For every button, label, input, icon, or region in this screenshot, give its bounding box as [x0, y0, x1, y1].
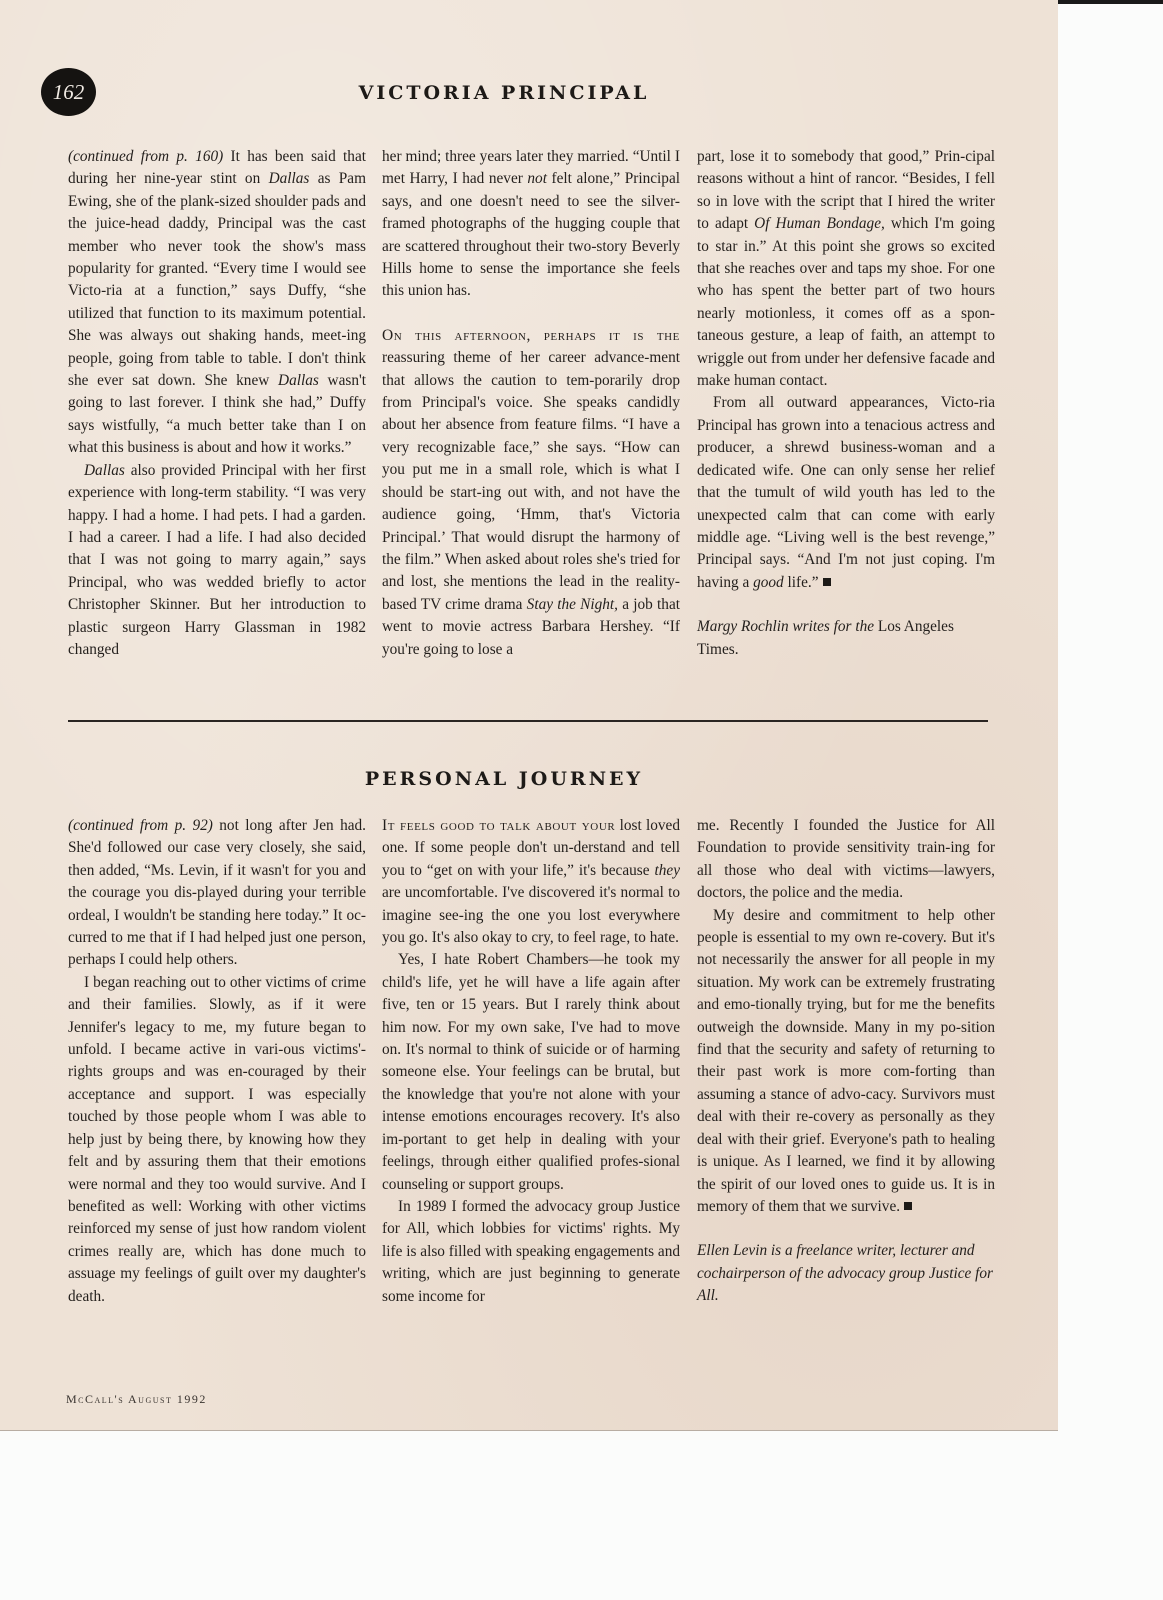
- scan-edge-bar: [1058, 0, 1163, 4]
- page-number: 162: [52, 79, 85, 104]
- paragraph: I began reaching out to other victims of crime and their families. Slowly, as if it were Jennifer's legacy to me, my future began to unfold. I became active in vari-ous victims'-rights groups and was en-couraged by their acceptance and support. I was especially touched by those people whom I was able to help just by being there, by knowing how they felt and by assuring them that their emotions were normal and they too would survive. And I benefited as well: Working with other victims reinforced my sense of just how random violent crimes really are, which has done much to assuage my feelings of guilt over my daughter's death.: [68, 973, 366, 1305]
- end-mark-icon: [823, 578, 831, 586]
- paragraph: Dallas also provided Principal with her first experience with long-term stability. “I was very happy. I had a home. I had pets. I had a garden. I had a career. I had a life. I had also decided that I was not going to marry again,” says Principal, who was wedded briefly to actor Christopher Skinner. But her introduction to plastic surgeon Harry Glassman in 1982 changed: [68, 461, 366, 658]
- section-divider: [68, 720, 988, 722]
- paragraph: Yes, I hate Robert Chambers—he took my child's life, yet he will have a life again after five, ten or 15 years. But I rarely think about him now. For my own sake, I've had to move on. It's normal to think of suicide or of harming someone else. Your feelings can be brutal, but the knowledge that you're not alone with your intense emotions encourages recovery. It's also im-portant to get help in dealing with your feelings, through either qualified profes-sional counseling or support groups.: [382, 951, 680, 1193]
- article1-column-2: [382, 146, 680, 661]
- article-heading-personal-journey: PERSONAL JOURNEY: [364, 768, 644, 790]
- section-lead-in: On this afternoon, perhaps it is the: [382, 326, 680, 344]
- paragraph: On this afternoon, perhaps it is the reassuring theme of her career advance-ment that allows the caution to tem-porarily drop from Principal's voice. She speaks candidly about her absence from feature films. “I have a very recognizable face,” she says. “How can you put me in a small role, which is what I should be start-ing out with, and not have the audience going, ‘Hmm, that's Victoria Principal.’ That would disrupt the harmony of the film.” When asked about roles she's tried for and lost, she mentions the lead in the reality-based TV crime drama Stay the Night, a job that went to movie actress Barbara Hershey. “If you're going to lose a: [382, 326, 680, 658]
- article1-column-1: [68, 146, 366, 661]
- magazine-footer: McCall's August 1992: [66, 1392, 207, 1406]
- author-byline: Ellen Levin is a freelance writer, lecturer and cochairperson of the advocacy group Justice for All.: [697, 1242, 993, 1305]
- article1-column-3: [697, 146, 995, 661]
- paragraph: My desire and commitment to help other people is essential to my own re-covery. But it's not necessarily the answer for all people in my situation. My work can be extremely frustrating and emo-tionally trying, but for me the benefits outweigh the downside. Many in my po-sition find that the security and safety of returning to their past work is more com-forting than assuming a stance of advo-cacy. Survivors must deal with their re-covery as personally as they deal with their grief. Everyone's path to healing is unique. As I learned, we find it by allowing the spirit of our loved ones to guide us. It is in memory of them that we survive.: [697, 906, 995, 1215]
- article2-column-2: [382, 815, 680, 1308]
- end-mark-icon: [904, 1202, 912, 1210]
- paragraph: (continued from p. 92) not long after Jen had. She'd followed our case very closely, she said, then added, “Ms. Levin, if it wasn't for you and the courage you dis-played during your terrible ordeal, I wouldn't be standing here today.” It oc-curred to me that if I had helped just one person, perhaps I could help others.: [68, 817, 366, 969]
- paragraph: In 1989 I formed the advocacy group Justice for All, which lobbies for victims' rights. My life is also filled with speaking engagements and writing, which are just beginning to generate some income for: [382, 1197, 680, 1305]
- paragraph: part, lose it to somebody that good,” Prin-cipal reasons without a hint of rancor. “Besides, I fell so in love with the script that I hired the writer to adapt Of Human Bondage, which I'm going to star in.” At this point she grows so excited that she reaches over and taps my shoe. For one who has spent the better part of two hours nearly motionless, it comes off as a spon-taneous gesture, a leap of faith, an attempt to wriggle out from under her defensive facade and make human contact.: [697, 148, 995, 390]
- article-heading-victoria-principal: VICTORIA PRINCIPAL: [358, 82, 650, 104]
- article2-column-1: [68, 815, 366, 1308]
- paragraph: It feels good to talk about your lost loved one. If some people don't un-derstand and tell you to “get on with your life,” it's because they are uncomfortable. I've discovered it's normal to imagine see-ing the one you lost everywhere you go. It's also okay to cry, to feel rage, to hate.: [382, 817, 680, 947]
- section-lead-in: It feels good to talk about your: [382, 817, 616, 834]
- article2-column-3: [697, 815, 995, 1308]
- continued-note: (continued from p. 92): [68, 817, 213, 834]
- paragraph: me. Recently I founded the Justice for All Foundation to provide sensitivity train-ing for all those who deal with victims—lawyers, doctors, the police and the media.: [697, 817, 995, 902]
- author-byline: Margy Rochlin writes for the Los Angeles Times.: [697, 618, 954, 658]
- continued-note: (continued from p. 160): [68, 148, 224, 165]
- paragraph: From all outward appearances, Victo-ria Principal has grown into a tenacious actress and producer, a shrewd business-woman and a dedicated wife. One can only sense her relief that the tumult of wild youth has led to the unexpected calm that can come with early middle age. “Living well is the best revenge,” Principal says. “And I'm not just coping. I'm having a good life.”: [697, 394, 995, 591]
- paragraph: (continued from p. 160) It has been said that during her nine-year stint on Dallas as Pam Ewing, she of the plank-sized shoulder pads and the juice-head daddy, Principal was the cast member who never took the show's mass popularity for granted. “Every time I would see Victo-ria at a function,” says Duffy, “she utilized that function to its maximum potential. She was always out shaking hands, meet-ing people, going from table to table. I don't think she ever sat down. She knew Dallas wasn't going to last forever. I think she had,” Duffy says wistfully, “a much better take than I on what this business is about and how it works.”: [68, 148, 366, 457]
- paragraph: her mind; three years later they married. “Until I met Harry, I had never not felt alone,” Principal says, and one doesn't need to see the silver-framed photographs of the hugging couple that are scattered throughout their two-story Beverly Hills home to sense the importance she feels this union has.: [382, 148, 680, 300]
